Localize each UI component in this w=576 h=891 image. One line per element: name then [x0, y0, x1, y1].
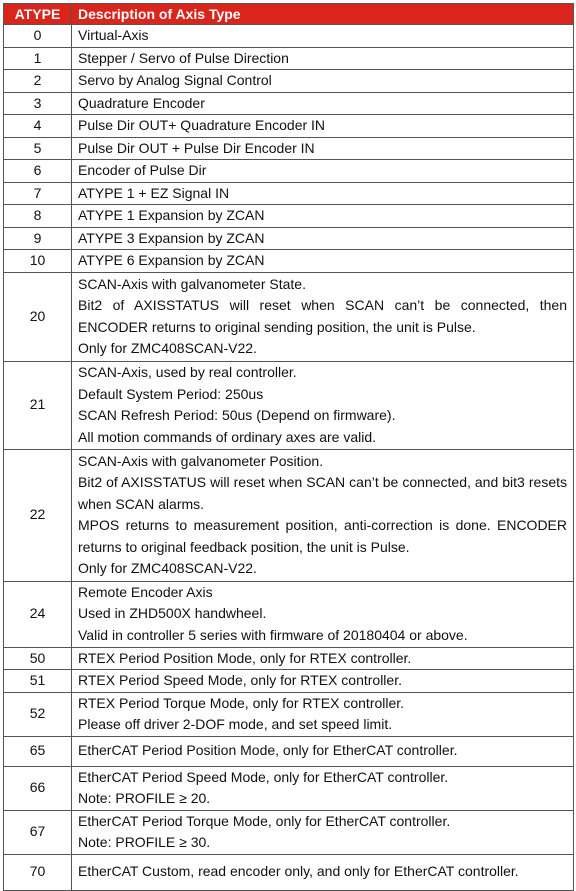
description-cell: [72, 647, 574, 670]
description-line: EtherCAT Custom, read encoder only, and only for EtherCAT controller.: [78, 863, 519, 880]
description-cell: [72, 272, 574, 361]
table-row: [4, 272, 574, 361]
atype-value: 50: [4, 647, 72, 670]
description-line: EtherCAT Period Speed Mode, only for EtherCAT controller.: [78, 768, 449, 785]
description-line: RTEX Period Torque Mode, only for RTEX controller.: [78, 694, 405, 711]
description-cell: [72, 581, 574, 647]
description-line: Remote Encoder Axis: [78, 583, 213, 600]
description-cell: [72, 70, 574, 93]
description-line: EtherCAT Period Torque Mode, only for EtherCAT controller.: [78, 812, 451, 829]
description-cell: [72, 182, 574, 205]
description-line: Virtual-Axis: [78, 27, 149, 43]
table-row: [4, 810, 574, 854]
table-body: [4, 25, 574, 891]
description-line: Encoder of Pulse Dir: [78, 162, 207, 178]
table-row: [4, 361, 574, 449]
description-line: EtherCAT Period Position Mode, only for EtherCAT controller.: [78, 742, 458, 759]
description-line: ATYPE 1 Expansion by ZCAN: [78, 207, 265, 223]
description-line: Bit2 of AXISSTATUS will reset when SCAN can’t be connected, then ENCODER returns to original sending position, the unit is Pulse.: [78, 297, 567, 335]
header-row: [4, 4, 574, 25]
description-line: Pulse Dir OUT + Pulse Dir Encoder IN: [78, 139, 315, 156]
description-line: ATYPE 1 + EZ Signal IN: [78, 184, 230, 201]
description-cell: [72, 227, 574, 250]
description-line: Pulse Dir OUT+ Quadrature Encoder IN: [78, 117, 326, 133]
atype-value: 5: [4, 137, 72, 160]
table-row: [4, 70, 574, 93]
table-row: [4, 449, 574, 581]
description-line: Bit2 of AXISSTATUS will reset when SCAN can’t be connected, and bit3 resets when SCAN alarms.: [78, 474, 567, 512]
description-line: SCAN Refresh Period: 50us (Depend on firmware).: [78, 407, 396, 423]
description-cell: [72, 810, 574, 854]
description-cell: [72, 449, 574, 581]
table-row: [4, 47, 574, 70]
description-cell: [72, 854, 574, 890]
atype-value: 9: [4, 227, 72, 250]
table-row: [4, 92, 574, 115]
axis-type-table: [3, 3, 574, 891]
description-cell: [72, 47, 574, 70]
atype-value: 24: [4, 581, 72, 647]
table-row: [4, 766, 574, 810]
atype-value: 65: [4, 736, 72, 766]
description-line: Note: PROFILE ≥ 30.: [78, 834, 211, 850]
atype-value: 3: [4, 92, 72, 115]
atype-value: 22: [4, 449, 72, 581]
description-cell: [72, 115, 574, 138]
table-row: [4, 250, 574, 273]
atype-value: 4: [4, 115, 72, 138]
description-line: RTEX Period Speed Mode, only for RTEX controller.: [78, 672, 402, 688]
atype-value: 51: [4, 670, 72, 693]
table-row: [4, 205, 574, 228]
table-row: [4, 137, 574, 160]
table-row: [4, 160, 574, 183]
description-line: SCAN-Axis with galvanometer Position.: [78, 452, 324, 469]
table-row: [4, 25, 574, 48]
header-description: Description of Axis Type: [72, 4, 574, 25]
atype-value: 8: [4, 205, 72, 228]
table-row: [4, 736, 574, 766]
description-line: Please off driver 2-DOF mode, and set speed limit.: [78, 716, 393, 732]
atype-value: 1: [4, 47, 72, 70]
description-line: SCAN-Axis, used by real controller.: [78, 364, 297, 380]
description-cell: [72, 92, 574, 115]
atype-value: 10: [4, 250, 72, 273]
description-line: Stepper / Servo of Pulse Direction: [78, 49, 289, 66]
atype-value: 52: [4, 692, 72, 736]
description-cell: [72, 361, 574, 449]
description-line: RTEX Period Position Mode, only for RTEX controller.: [78, 649, 412, 666]
description-line: SCAN-Axis with galvanometer State.: [78, 275, 306, 292]
table-row: [4, 581, 574, 647]
table-row: [4, 182, 574, 205]
atype-value: 0: [4, 25, 72, 48]
description-line: Used in ZHD500X handwheel.: [78, 605, 267, 622]
atype-value: 2: [4, 70, 72, 93]
description-cell: [72, 670, 574, 693]
description-line: Quadrature Encoder: [78, 94, 205, 111]
atype-value: 7: [4, 182, 72, 205]
description-line: MPOS returns to measurement position, anti-correction is done. ENCODER returns to original feedback position, the unit is Pulse.: [78, 517, 567, 555]
atype-value: 21: [4, 361, 72, 449]
description-line: ATYPE 6 Expansion by ZCAN: [78, 252, 265, 268]
description-line: Default System Period: 250us: [78, 385, 264, 402]
atype-value: 6: [4, 160, 72, 183]
description-cell: [72, 736, 574, 766]
description-line: Valid in controller 5 series with firmware of 20180404 or above.: [78, 626, 468, 643]
table-row: [4, 854, 574, 890]
description-cell: [72, 205, 574, 228]
table-row: [4, 227, 574, 250]
description-line: Only for ZMC408SCAN-V22.: [78, 560, 257, 576]
atype-value: 20: [4, 272, 72, 361]
description-cell: [72, 692, 574, 736]
table-row: [4, 692, 574, 736]
description-line: Note: PROFILE ≥ 20.: [78, 790, 211, 806]
description-line: Servo by Analog Signal Control: [78, 72, 272, 88]
header-atype: ATYPE: [4, 4, 72, 25]
description-cell: [72, 25, 574, 48]
description-cell: [72, 250, 574, 273]
description-line: Only for ZMC408SCAN-V22.: [78, 340, 257, 356]
description-cell: [72, 137, 574, 160]
description-cell: [72, 160, 574, 183]
atype-value: 70: [4, 854, 72, 890]
description-line: ATYPE 3 Expansion by ZCAN: [78, 229, 265, 246]
description-cell: [72, 766, 574, 810]
description-line: All motion commands of ordinary axes are valid.: [78, 428, 377, 445]
table-row: [4, 670, 574, 693]
table-row: [4, 115, 574, 138]
atype-value: 67: [4, 810, 72, 854]
table-row: [4, 647, 574, 670]
atype-value: 66: [4, 766, 72, 810]
